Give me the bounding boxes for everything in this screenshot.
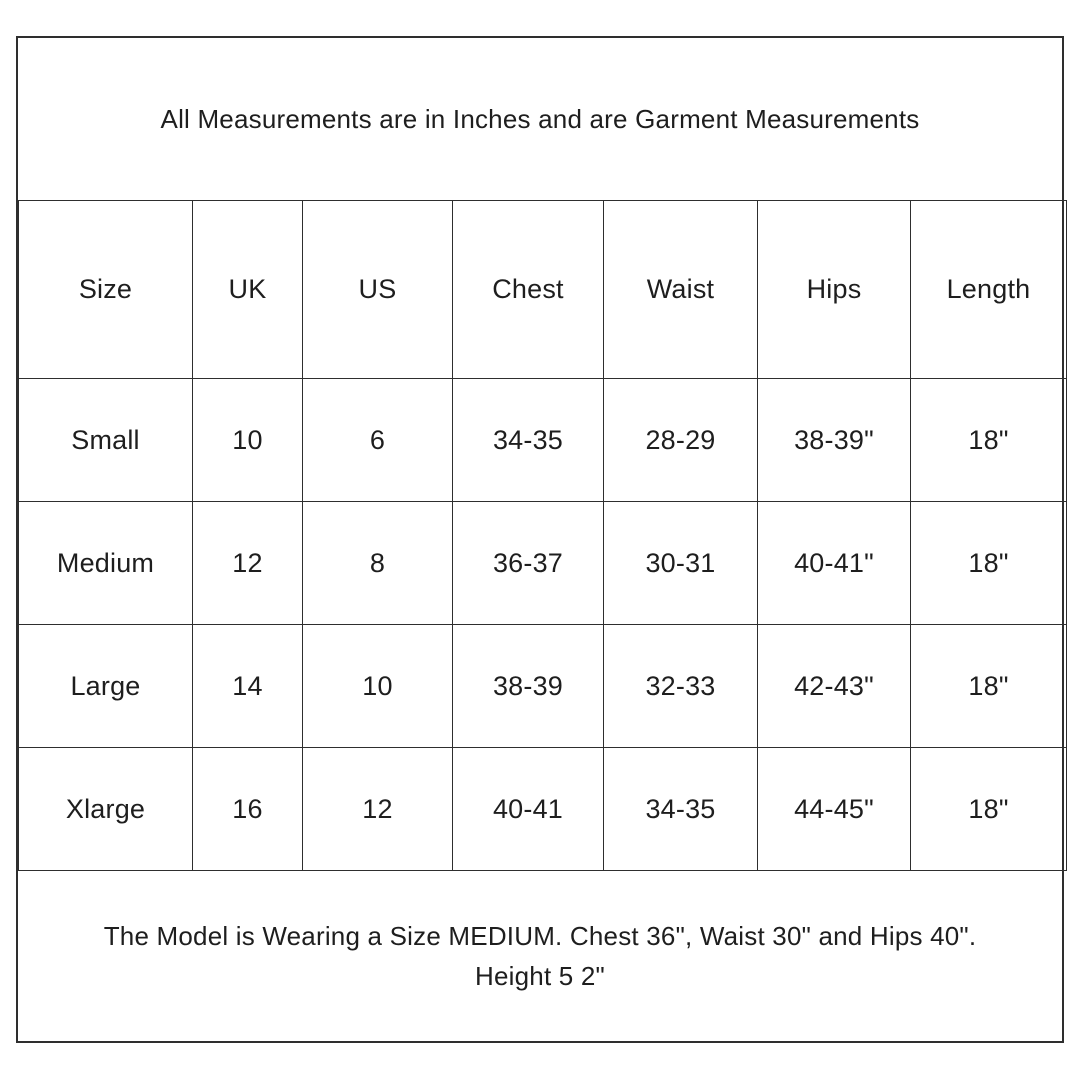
column-header-chest: Chest (453, 201, 604, 379)
table-row (19, 379, 1067, 502)
table-row (19, 502, 1067, 625)
column-header-waist: Waist (604, 201, 758, 379)
table-row (19, 748, 1067, 871)
table-cell: Medium (19, 502, 193, 625)
table-cell: Large (19, 625, 193, 748)
table-cell: 40-41 (453, 748, 604, 871)
column-header-us: US (303, 201, 453, 379)
table-cell: 12 (193, 502, 303, 625)
table-header-row (19, 201, 1067, 379)
table-row (19, 625, 1067, 748)
table-cell: 6 (303, 379, 453, 502)
table-cell: 18" (911, 502, 1067, 625)
table-cell: 44-45" (758, 748, 911, 871)
size-table (18, 200, 1067, 871)
table-cell: 30-31 (604, 502, 758, 625)
table-cell: 10 (303, 625, 453, 748)
column-header-size: Size (19, 201, 193, 379)
table-cell: Xlarge (19, 748, 193, 871)
table-cell: 38-39" (758, 379, 911, 502)
column-header-uk: UK (193, 201, 303, 379)
table-cell: 10 (193, 379, 303, 502)
table-cell: 42-43" (758, 625, 911, 748)
model-note-line1: The Model is Wearing a Size MEDIUM. Chest 36", Waist 30" and Hips 40". (103, 921, 977, 951)
table-cell: 8 (303, 502, 453, 625)
model-note-line2: Height 5 2" (475, 961, 605, 991)
table-cell: 18" (911, 625, 1067, 748)
size-chart (16, 36, 1064, 1043)
table-cell: 14 (193, 625, 303, 748)
table-cell: 18" (911, 748, 1067, 871)
table-cell: 40-41" (758, 502, 911, 625)
table-cell: 34-35 (453, 379, 604, 502)
model-note (18, 871, 1062, 1041)
table-cell: Small (19, 379, 193, 502)
column-header-length: Length (911, 201, 1067, 379)
chart-title: All Measurements are in Inches and are Garment Measurements (160, 103, 920, 134)
table-cell: 34-35 (604, 748, 758, 871)
table-cell: 18" (911, 379, 1067, 502)
table-cell: 38-39 (453, 625, 604, 748)
table-cell: 12 (303, 748, 453, 871)
table-cell: 16 (193, 748, 303, 871)
table-cell: 32-33 (604, 625, 758, 748)
table-cell: 36-37 (453, 502, 604, 625)
table-cell: 28-29 (604, 379, 758, 502)
column-header-hips: Hips (758, 201, 911, 379)
